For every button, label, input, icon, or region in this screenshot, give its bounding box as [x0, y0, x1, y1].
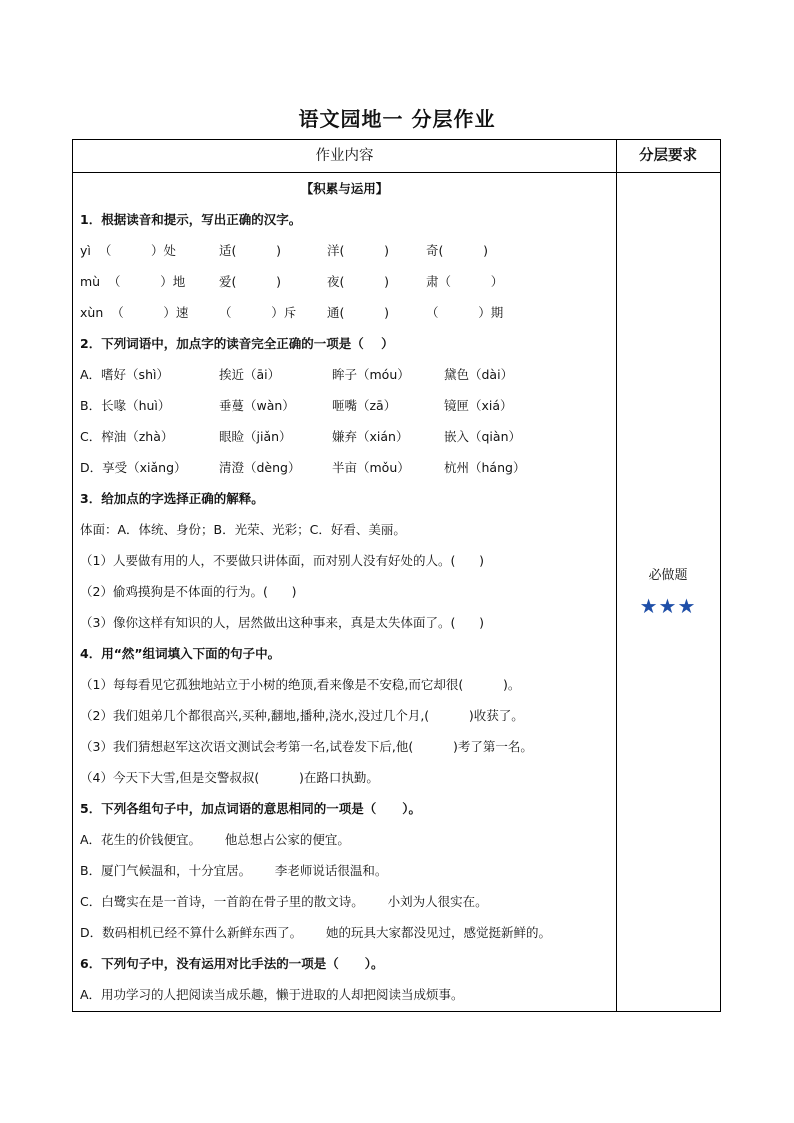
q2-option-a1: A．嗜好（shì）: [80, 367, 169, 382]
q4-item-1: （1）每每看见它孤独地站立于小树的绝顶,看来像是不安稳,而它却很( )。: [80, 677, 521, 692]
page-title: 语文园地一 分层作业: [298, 107, 496, 131]
q2-option-a4: 黛色（dài）: [444, 367, 514, 382]
q1-row3-item1: xùn （ ）速: [80, 305, 189, 320]
q5-option-c: C．白鹭实在是一首诗，一首韵在骨子里的散文诗。 小刘为人很实在。: [80, 894, 488, 909]
q6-option-a: A．用功学习的人把阅读当成乐趣，懒于进取的人却把阅读当成烦事。: [80, 987, 464, 1002]
header-content: 作业内容: [315, 148, 374, 164]
question-4-prompt: 4．用“然”组词填入下面的句子中。: [80, 646, 281, 661]
question-1-prompt: 1．根据读音和提示，写出正确的汉字。: [80, 212, 302, 227]
header-divider: [73, 172, 720, 173]
q1-row1-item1: yì （ ）处: [80, 243, 177, 258]
q1-row3-item4: （ ）期: [426, 305, 504, 320]
q2-option-d4: 杭州（háng）: [444, 460, 526, 475]
q2-option-b1: B．长喙（huì）: [80, 398, 171, 413]
requirement-label: 必做题: [648, 568, 688, 583]
q1-row2-item1: mù （ ）地: [80, 274, 186, 289]
q2-option-c2: 眼睑（jiǎn）: [219, 429, 292, 444]
q2-option-c1: C．榨油（zhà）: [80, 429, 174, 444]
q1-row1-item4: 奇( ): [426, 243, 488, 258]
q3-item-3: （3）像你这样有知识的人，居然做出这种事来，真是太失体面了。( ): [80, 615, 485, 630]
q2-option-b4: 镜匣（xiá）: [444, 398, 513, 413]
q5-option-b: B．厦门气候温和，十分宜居。 李老师说话很温和。: [80, 863, 388, 878]
q1-row1-item2: 适( ): [219, 243, 281, 258]
difficulty-stars: ★★★: [639, 594, 697, 618]
q2-option-a3: 眸子（móu）: [332, 367, 410, 382]
q4-item-2: （2）我们姐弟几个都很高兴,买种,翻地,播种,浇水,没过几个月,( )收获了。: [80, 708, 524, 723]
q2-option-b3: 咂嘴（zā）: [332, 398, 397, 413]
q1-row1-item3: 洋( ): [327, 243, 389, 258]
q2-option-b2: 垂蔓（wàn）: [219, 398, 295, 413]
q2-option-a2: 挨近（āi）: [219, 367, 281, 382]
q3-item-1: （1）人要做有用的人，不要做只讲体面，而对别人没有好处的人。( ): [80, 553, 485, 568]
q4-item-3: （3）我们猜想赵军这次语文测试会考第一名,试卷发下后,他( )考了第一名。: [80, 739, 533, 754]
question-2-prompt: 2．下列词语中，加点字的读音完全正确的一项是（ ）: [80, 336, 394, 351]
q3-definition: 体面：A．体统、身份；B．光荣、光彩；C．好看、美丽。: [80, 522, 406, 537]
q1-row2-item3: 夜( ): [327, 274, 389, 289]
q3-item-2: （2）偷鸡摸狗是不体面的行为。( ): [80, 584, 297, 599]
q1-row3-item2: （ ）斥: [219, 305, 297, 320]
q2-option-d3: 半亩（mǒu）: [332, 460, 410, 475]
question-5-prompt: 5．下列各组句子中，加点词语的意思相同的一项是（ ）。: [80, 801, 422, 816]
q1-row3-item3: 通( ): [327, 305, 389, 320]
section-heading: 【积累与运用】: [300, 181, 389, 196]
homework-table: [72, 139, 721, 1012]
q5-option-d: D．数码相机已经不算什么新鲜东西了。 她的玩具大家都没见过，感觉挺新鲜的。: [80, 925, 551, 940]
q5-option-a: A．花生的价钱便宜。 他总想占公家的便宜。: [80, 832, 350, 847]
q2-option-c4: 嵌入（qiàn）: [444, 429, 521, 444]
question-3-prompt: 3．给加点的字选择正确的解释。: [80, 491, 264, 506]
q2-option-c3: 嫌弃（xián）: [332, 429, 409, 444]
q2-option-d2: 清澄（dèng）: [219, 460, 301, 475]
q4-item-4: （4）今天下大雪,但是交警叔叔( )在路口执勤。: [80, 770, 379, 785]
q1-row2-item2: 爱( ): [219, 274, 281, 289]
q2-option-d1: D．享受（xiǎng）: [80, 460, 187, 475]
question-6-prompt: 6．下列句子中，没有运用对比手法的一项是（ ）。: [80, 956, 384, 971]
q1-row2-item4: 肃（ ）: [426, 274, 504, 289]
header-requirement: 分层要求: [639, 148, 697, 164]
